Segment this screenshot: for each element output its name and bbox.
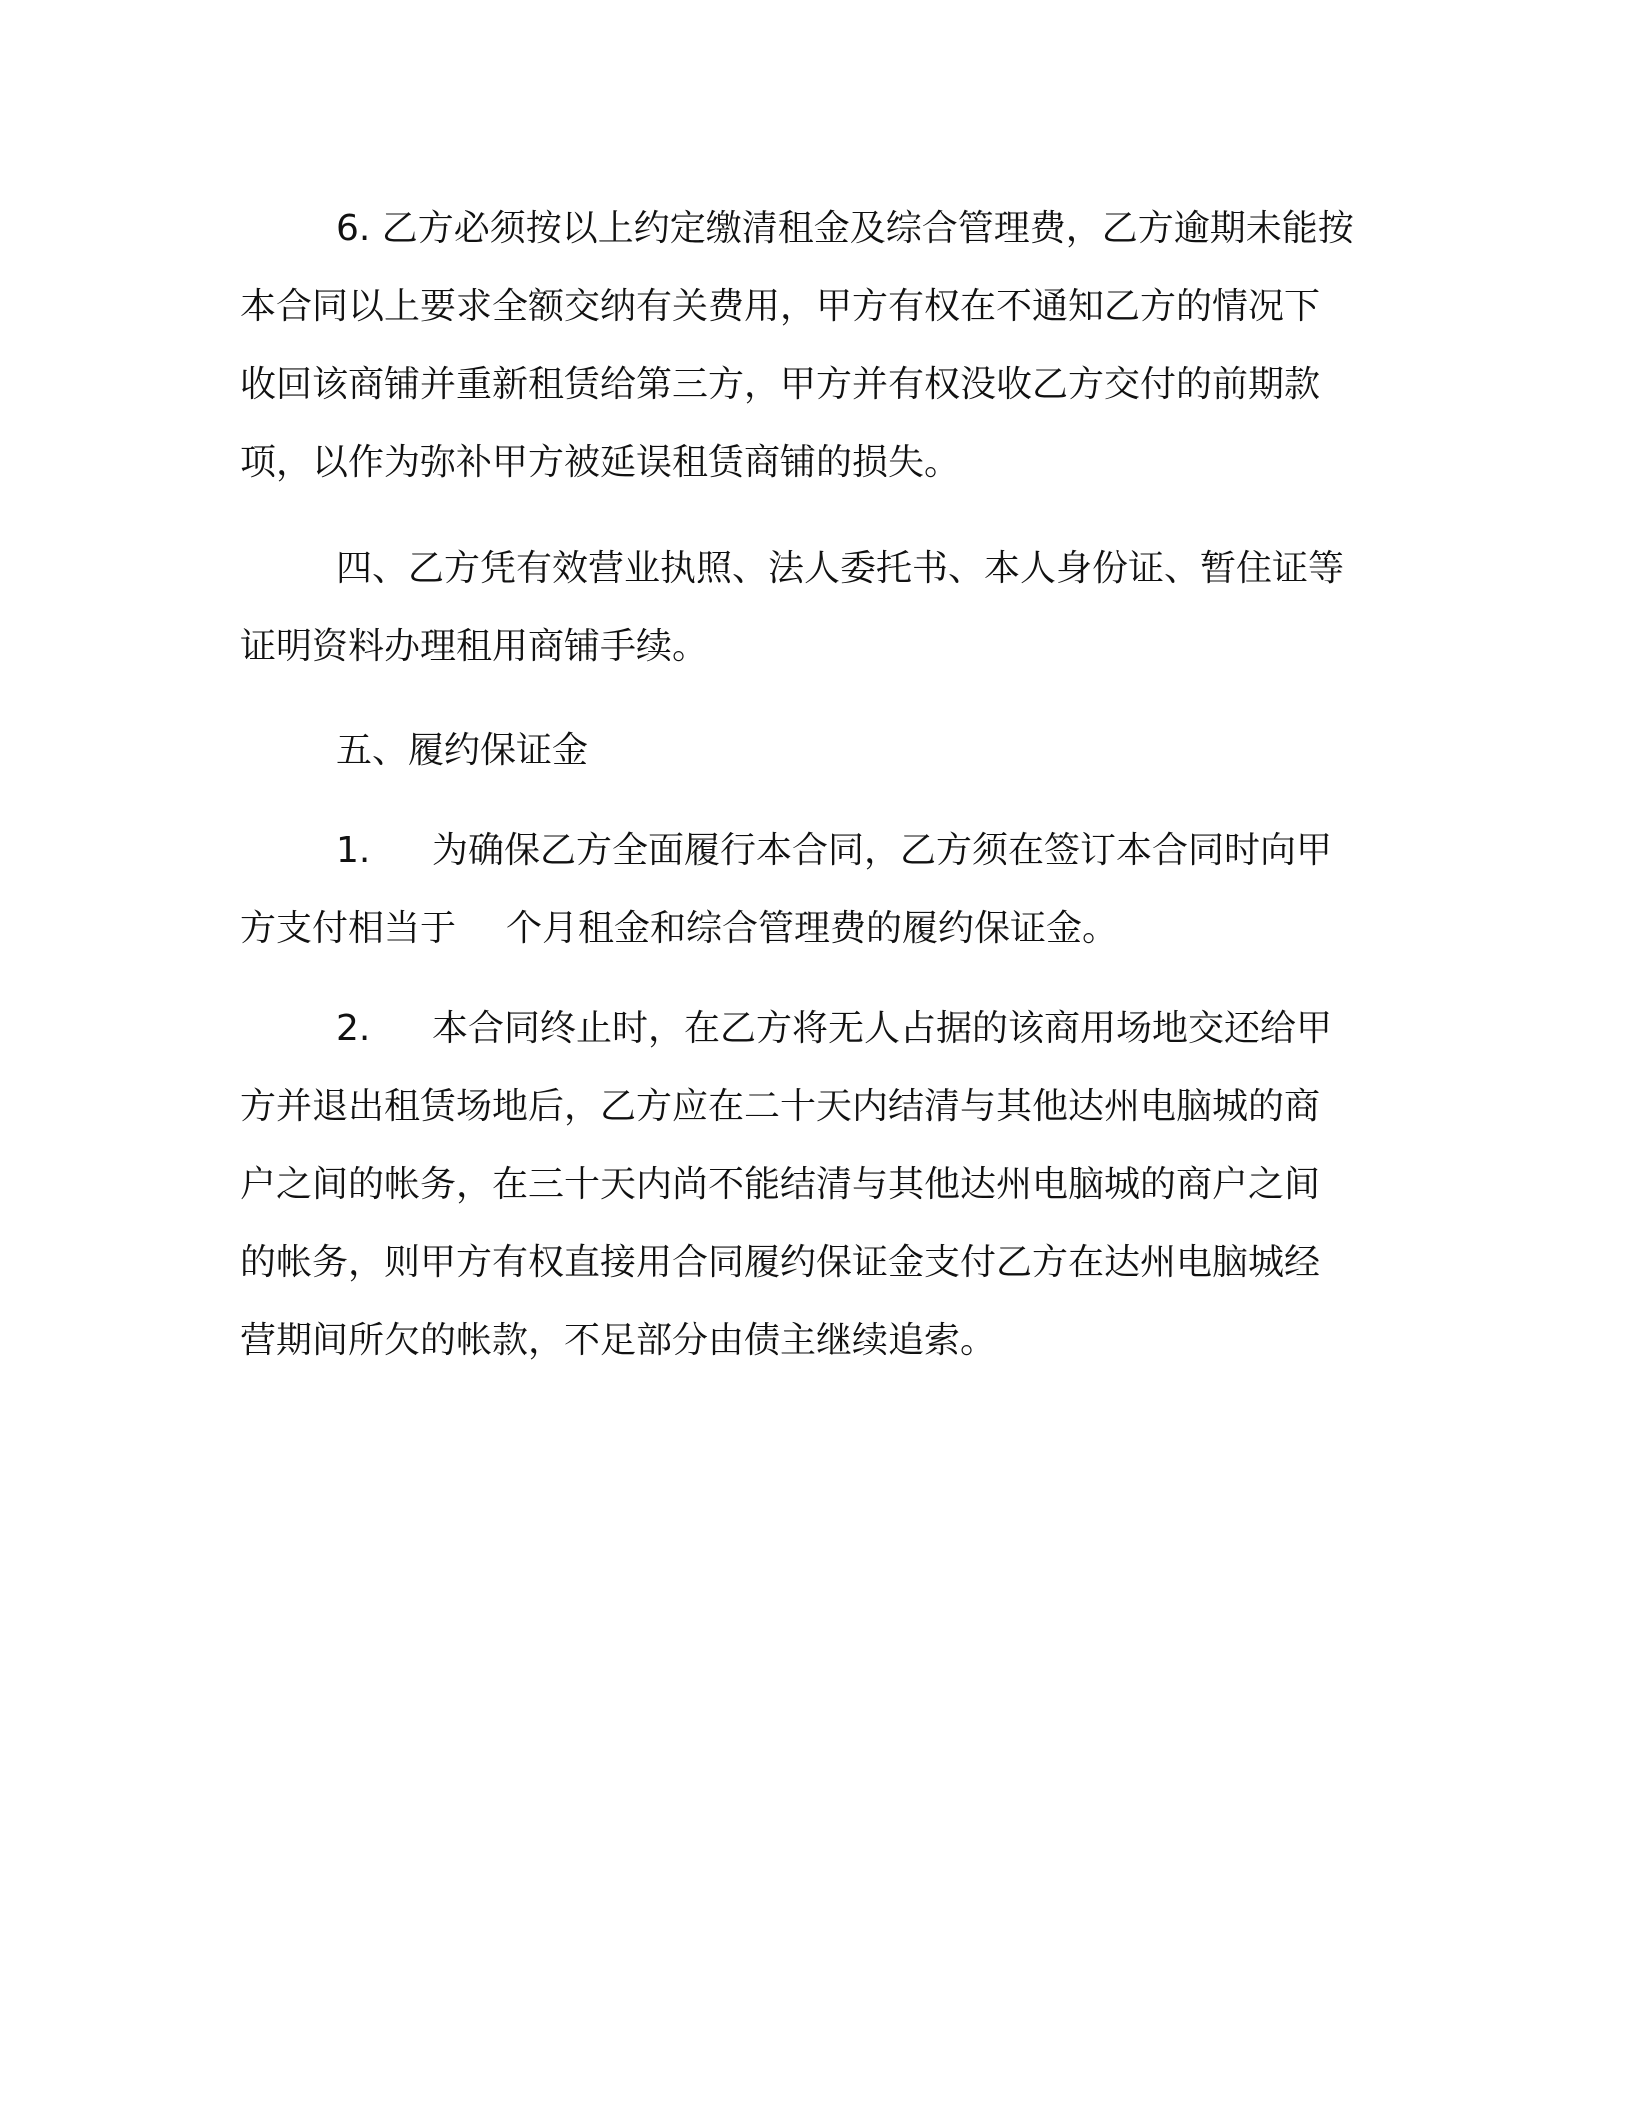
item-1-line-2-after-blank: 个月租金和综合管理费的履约保证金。	[506, 908, 1119, 949]
clause-6-paragraph	[240, 190, 1400, 502]
clause-6-line-1: 6. 乙方必须按以上约定缴清租金及综合管理费，乙方逾期未能按	[336, 208, 1354, 249]
item-2-number: 2.	[336, 1008, 371, 1049]
clause-4-line-2: 证明资料办理租用商铺手续。	[240, 626, 709, 667]
item-1-line-2-before-blank: 方支付相当于	[240, 908, 457, 949]
item-2-line-4: 的帐务，则甲方有权直接用合同履约保证金支付乙方在达州电脑城经	[240, 1242, 1321, 1283]
section-5-heading	[240, 712, 1400, 790]
item-2-paragraph	[240, 990, 1400, 1380]
item-2-line-2: 方并退出租赁场地后，乙方应在二十天内结清与其他达州电脑城的商	[240, 1086, 1321, 1127]
clause-6-line-2: 本合同以上要求全额交纳有关费用，甲方有权在不通知乙方的情况下	[240, 286, 1321, 327]
clause-4-paragraph	[240, 530, 1400, 686]
clause-6-line-3: 收回该商铺并重新租赁给第三方，甲方并有权没收乙方交付的前期款	[240, 364, 1321, 405]
item-1-line-1: 为确保乙方全面履行本合同，乙方须在签订本合同时向甲	[432, 830, 1333, 871]
item-2-line-1: 本合同终止时，在乙方将无人占据的该商用场地交还给甲	[432, 1008, 1333, 1049]
clause-4-line-1: 四、乙方凭有效营业执照、法人委托书、本人身份证、暂住证等	[336, 548, 1345, 589]
item-2-line-3: 户之间的帐务，在三十天内尚不能结清与其他达州电脑城的商户之间	[240, 1164, 1321, 1205]
clause-6-line-4: 项，以作为弥补甲方被延误租赁商铺的损失。	[240, 442, 961, 483]
item-2-line-5: 营期间所欠的帐款，不足部分由债主继续追索。	[240, 1320, 997, 1361]
item-1-number: 1.	[336, 830, 371, 871]
item-1-paragraph	[240, 812, 1400, 968]
section-5-heading-text: 五、履约保证金	[336, 730, 589, 771]
